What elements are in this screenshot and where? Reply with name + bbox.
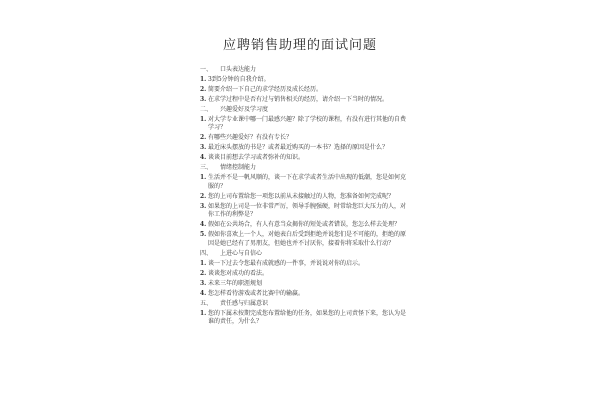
section-title: 上进心与自信心 [220,249,263,257]
question-item [200,280,410,289]
section-heading [200,106,410,115]
question-number: 1. [200,75,207,83]
question-text: 未来三年的职涯规划 [208,279,263,287]
question-number: 2. [200,134,207,141]
section-title: 兴趣爱好及学习度 [220,105,269,113]
question-number: 1. [200,309,207,317]
question-item [200,290,410,299]
question-item [200,86,410,95]
question-text: 简要介绍一下自己的求学经历及成长经历。 [208,85,323,93]
question-text: 3到5分钟的自我介绍。 [208,75,270,83]
question-item [200,193,410,202]
section-title: 情绪控制能力 [220,164,257,171]
question-text: 您怎样看待游戏或者比赛中的输赢。 [208,289,305,297]
question-item [200,116,410,133]
question-text: 生活并不是一帆风顺的，谈一下在求学或者生活中出现的低潮，您是如何克服的？ [208,174,407,190]
question-number: 4. [200,154,207,161]
question-text: 您的下属未按期完成您布置给他的任务，如果您的上司责怪下来，您认为是谁的责任，为什么？ [208,309,407,325]
question-text: 假如在公共场合，有人有意当众揭你的短处或者错误，您怎么样去处理？ [208,221,401,228]
question-number: 2. [200,269,207,277]
section-number: 二、 [200,105,213,113]
section-heading [200,66,410,75]
question-list [200,64,410,327]
question-number: 1. [200,259,207,267]
question-text: 对大学专业课中哪一门最感兴趣？除了学校的课程，有没有进行其他的自费学习？ [208,115,407,131]
question-number: 2. [200,192,207,200]
question-item [200,134,410,143]
question-item [200,144,410,153]
section-number: 三、 [200,164,213,171]
question-text: 最近床头摆放的书是？或者最近购买的一本书？选择的原因是什么？ [208,144,389,151]
question-item [200,221,410,230]
question-number: 1. [200,174,207,181]
question-number: 5. [200,231,207,238]
question-item [200,174,410,191]
section-heading [200,300,410,309]
document-title: 应聘销售助理的面试问题 [222,38,377,53]
section-title: 责任感与归属意识 [220,299,269,307]
question-text: 有哪些兴趣爱好？有没有专长？ [208,134,293,141]
question-number: 3. [200,144,207,151]
question-item [200,76,410,85]
question-number: 2. [200,85,207,93]
section-heading [200,164,410,173]
question-number: 3. [200,279,207,287]
question-text: 在求学过程中是否有过与销售相关的经历，请介绍一下当时的情况。 [208,95,389,103]
question-item [200,260,410,269]
question-item [200,270,410,279]
question-text: 如果您的上司是一位非常严厉，领导手腕强硬，时常给您巨大压力的人，对你工作的利弊是？ [208,202,407,218]
question-text: 谈谈目前想去学习或者弥补的知识。 [208,154,305,161]
question-text: 谈一下过去令您最有成就感的一件事，并说说对你的启示。 [208,259,365,267]
section-title: 口头表达能力 [220,65,257,73]
question-text: 谈谈您对成功的看法。 [208,269,269,277]
question-number: 3. [200,202,207,210]
question-number: 4. [200,289,207,297]
question-number: 4. [200,221,207,228]
question-text: 假如你喜欢上一个人，对她表白后受到拒绝并说您们是不可能的，拒绝的原因是她已经有了男朋友，但她也并不讨厌你，接着你将采取什么行动？ [208,231,407,247]
section-number: 四、 [200,249,213,257]
question-item [200,231,410,248]
question-item [200,96,410,105]
question-text: 您的上司布置给您一项您以前从未接触过的人物，您准备如何完成呢？ [208,192,395,200]
question-number: 1. [200,115,207,123]
question-number: 3. [200,95,207,103]
question-item [200,310,410,327]
section-number: 五、 [200,299,213,307]
section-heading [200,250,410,259]
question-item [200,154,410,163]
section-number: 一、 [200,65,213,73]
question-item [200,203,410,220]
